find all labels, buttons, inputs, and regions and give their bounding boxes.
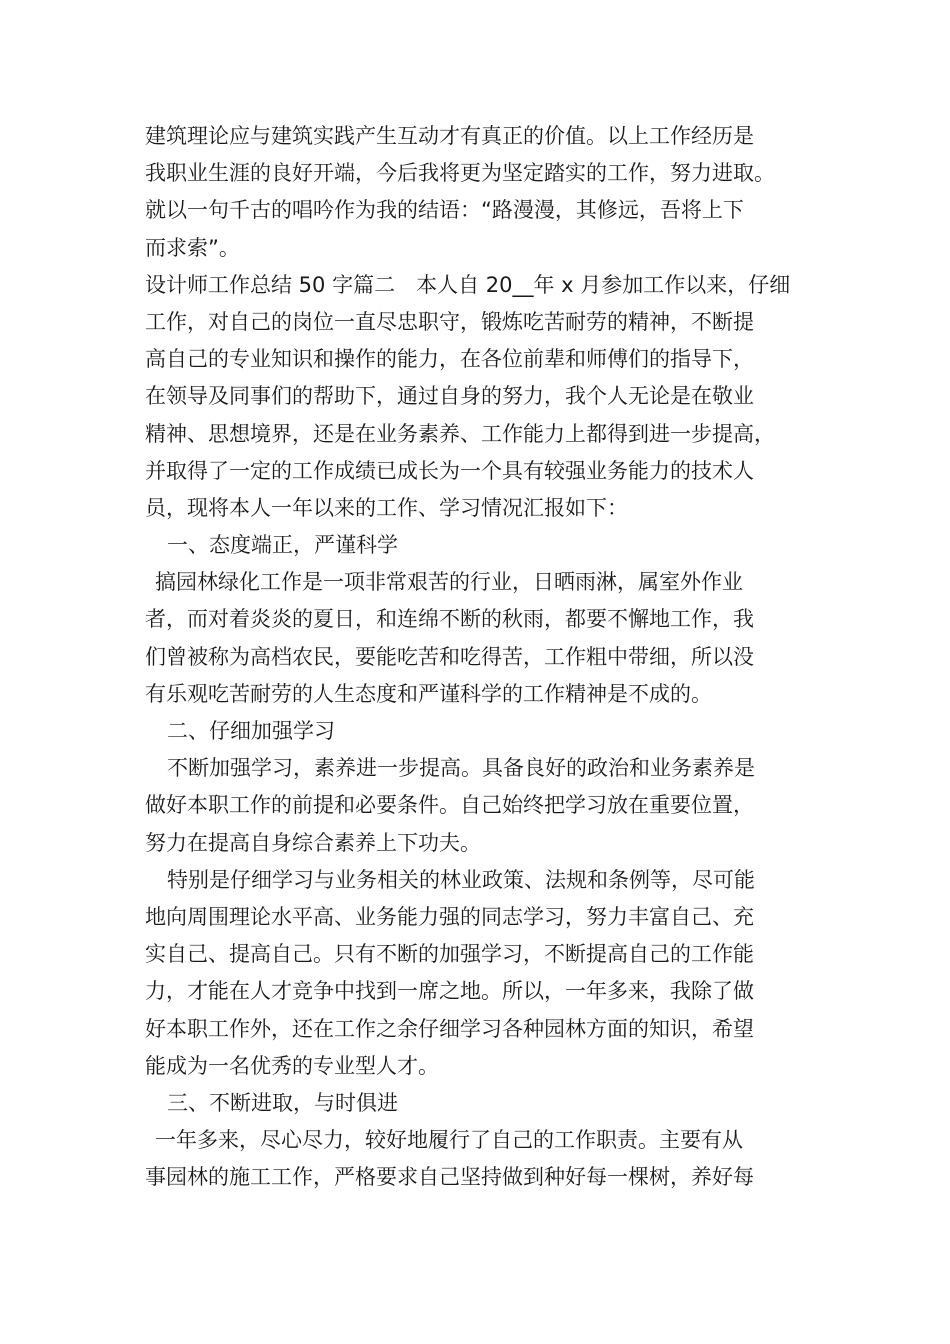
text-line: 能成为一名优秀的专业型人才。	[145, 1053, 439, 1078]
heading-attitude: 一、态度端正，严谨科学	[167, 533, 398, 558]
text-line: 就以一句千古的唱吟作为我的结语：“路漫漫，其修远，吾将上下	[145, 198, 744, 223]
text-line: 力，才能在人才竞争中找到一席之地。所以，一年多来，我除了做	[145, 979, 754, 1004]
text-line: 事园林的施工工作，严格要求自己坚持做到种好每一棵树，养好每	[145, 1165, 754, 1190]
text-line: 一年多来，尽心尽力，较好地履行了自己的工作职责。主要有从	[155, 1128, 743, 1153]
heading-study: 二、仔细加强学习	[167, 719, 335, 743]
text-line: 在领导及同事们的帮助下，通过自身的努力，我个人无论是在敬业	[145, 384, 754, 409]
text-line: 搞园林绿化工作是一项非常艰苦的行业，日晒雨淋，属室外作业	[155, 570, 743, 595]
text-line: 好本职工作外，还在工作之余仔细学习各种园林方面的知识，希望	[145, 1016, 754, 1041]
text-line: 而求索”。	[145, 235, 240, 260]
text-line: 者，而对着炎炎的夏日，和连绵不断的秋雨，都要不懈地工作，我	[145, 607, 754, 632]
section-title-line: 设计师工作总结 50 字篇二 本人自 20__年 x 月参加工作以来，仔细	[145, 272, 791, 297]
text-line: 我职业生涯的良好开端，今后我将更为坚定踏实的工作，努力进取。	[145, 161, 775, 186]
text-line: 建筑理论应与建筑实践产生互动才有真正的价值。以上工作经历是	[145, 124, 754, 148]
text-line: 实自己、提高自己。只有不断的加强学习，不断提高自己的工作能	[145, 942, 754, 967]
text-line: 努力在提高自身综合素养上下功夫。	[145, 830, 481, 855]
heading-progress: 三、不断进取，与时俱进	[167, 1090, 398, 1115]
text-line: 高自己的专业知识和操作的能力，在各位前辈和师傅们的指导下，	[145, 347, 754, 372]
text-line: 员，现将本人一年以来的工作、学习情况汇报如下：	[145, 495, 628, 520]
text-line: 做好本职工作的前提和必要条件。自己始终把学习放在重要位置，	[145, 793, 754, 818]
text-line: 工作，对自己的岗位一直尽忠职守，锻炼吃苦耐劳的精神，不断提	[145, 309, 754, 334]
text-line: 精神、思想境界，还是在业务素养、工作能力上都得到进一步提高，	[145, 421, 775, 446]
text-line: 有乐观吃苦耐劳的人生态度和严谨科学的工作精神是不成的。	[145, 681, 712, 706]
text-line: 并取得了一定的工作成绩已成长为一个具有较强业务能力的技术人	[145, 458, 754, 483]
document-body	[145, 118, 825, 1196]
text-line: 们曾被称为高档农民，要能吃苦和吃得苦，工作粗中带细，所以没	[145, 644, 754, 669]
text-line: 不断加强学习，素养进一步提高。具备良好的政治和业务素养是	[167, 756, 755, 781]
text-line: 地向周围理论水平高、业务能力强的同志学习，努力丰富自己、充	[145, 904, 754, 929]
text-line: 特别是仔细学习与业务相关的林业政策、法规和条例等，尽可能	[167, 867, 755, 892]
